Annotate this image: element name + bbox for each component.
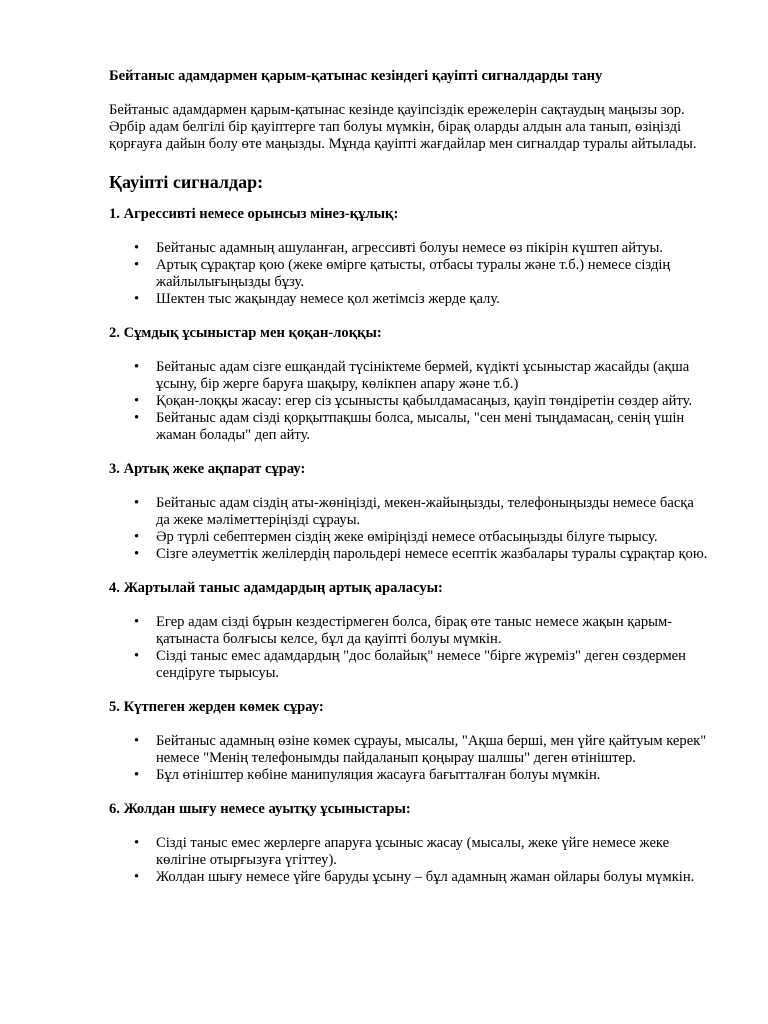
subsection-title: 1. Агрессивті немесе орынсыз мінез-құлық: xyxy=(109,206,399,222)
list-item: • Сізге әлеуметтік желілердің парольдері немесе есептік жазбалары туралы сұрақтар қою. xyxy=(156,546,710,563)
list-item: • Бұл өтініштер көбіне манипуляция жасауға бағытталған болуы мүмкін. xyxy=(156,767,710,784)
bullet-list xyxy=(109,614,710,682)
list-item: • Артық сұрақтар қою (жеке өмірге қатысты, отбасы туралы және т.б.) немесе сіздің жайлылығыңызды бұзу. xyxy=(156,257,710,291)
list-item: • Бейтаныс адам сізге ешқандай түсініктеме бермей, күдікті ұсыныстар жасайды (ақша ұсыну, бір жерге баруға шақыру, көлікпен апару және т.б.) xyxy=(156,359,710,393)
bullet-list xyxy=(109,359,710,444)
subsection-title: 4. Жартылай таныс адамдардың артық араласуы: xyxy=(109,580,443,596)
section-heading: Қауіпті сигналдар: xyxy=(109,172,264,192)
list-item: • Әр түрлі себептермен сіздің жеке өміріңізді немесе отбасыңызды білуге тырысу. xyxy=(156,529,710,546)
list-item: • Бейтаныс адамның өзіне көмек сұрауы, мысалы, "Ақша берші, мен үйге қайтуым керек" немесе "Менің телефонымды пайдаланып қоңырау шалшы" деген өтініштер. xyxy=(156,733,710,767)
subsection-title: 2. Сұмдық ұсыныстар мен қоқан-лоққы: xyxy=(109,325,382,341)
bullet-list xyxy=(109,733,710,784)
sections-container xyxy=(109,206,710,886)
list-item: • Бейтаныс адамның ашуланған, агрессивті болуы немесе өз пікірін күштеп айтуы. xyxy=(156,240,710,257)
bullet-list xyxy=(109,240,710,308)
list-item: • Жолдан шығу немесе үйге баруды ұсыну – бұл адамның жаман ойлары болуы мүмкін. xyxy=(156,869,710,886)
list-item: • Сізді таныс емес адамдардың "дос болайық" немесе "бірге жүреміз" деген сөздермен сендіруге тырысуы. xyxy=(156,648,710,682)
intro-paragraph: Бейтаныс адамдармен қарым-қатынас кезінде қауіпсіздік ережелерін сақтаудың маңызы зор. Әрбір адам белгілі бір қауіптерге тап болуы мүмкін, бірақ оларды алдын ала танып, өзіңізді қорғауға дайын болу өте маңызды. Мұнда қауіпті жағдайлар мен сигналдар туралы айтылады. xyxy=(109,102,697,152)
subsection-title: 3. Артық жеке ақпарат сұрау: xyxy=(109,461,306,477)
document-title: Бейтаныс адамдармен қарым-қатынас кезіндегі қауіпті сигналдарды тану xyxy=(109,68,603,84)
bullet-list xyxy=(109,495,710,563)
list-item: • Қоқан-лоққы жасау: егер сіз ұсынысты қабылдамасаңыз, қауіп төндіретін сөздер айту. xyxy=(156,393,710,410)
subsection-title: 6. Жолдан шығу немесе ауытқу ұсыныстары: xyxy=(109,801,411,817)
list-item: • Сізді таныс емес жерлерге апаруға ұсыныс жасау (мысалы, жеке үйге немесе жеке көлігіне отырғызуға үгіттеу). xyxy=(156,835,710,869)
list-item: • Бейтаныс адам сіздің аты-жөніңізді, мекен-жайыңызды, телефоныңызды немесе басқа да жеке мәліметтеріңізді сұрауы. xyxy=(156,495,710,529)
list-item: • Бейтаныс адам сізді қорқытпақшы болса, мысалы, "сен мені тыңдамасаң, сенің үшін жаман болады" деп айту. xyxy=(156,410,710,444)
bullet-list xyxy=(109,835,710,886)
list-item: • Шектен тыс жақындау немесе қол жетімсіз жерде қалу. xyxy=(156,291,710,308)
subsection-title: 5. Күтпеген жерден көмек сұрау: xyxy=(109,699,324,715)
list-item: • Егер адам сізді бұрын кездестірмеген болса, бірақ өте таныс немесе жақын қарым-қатынаста болғысы келсе, бұл да қауіпті болуы мүмкін. xyxy=(156,614,710,648)
